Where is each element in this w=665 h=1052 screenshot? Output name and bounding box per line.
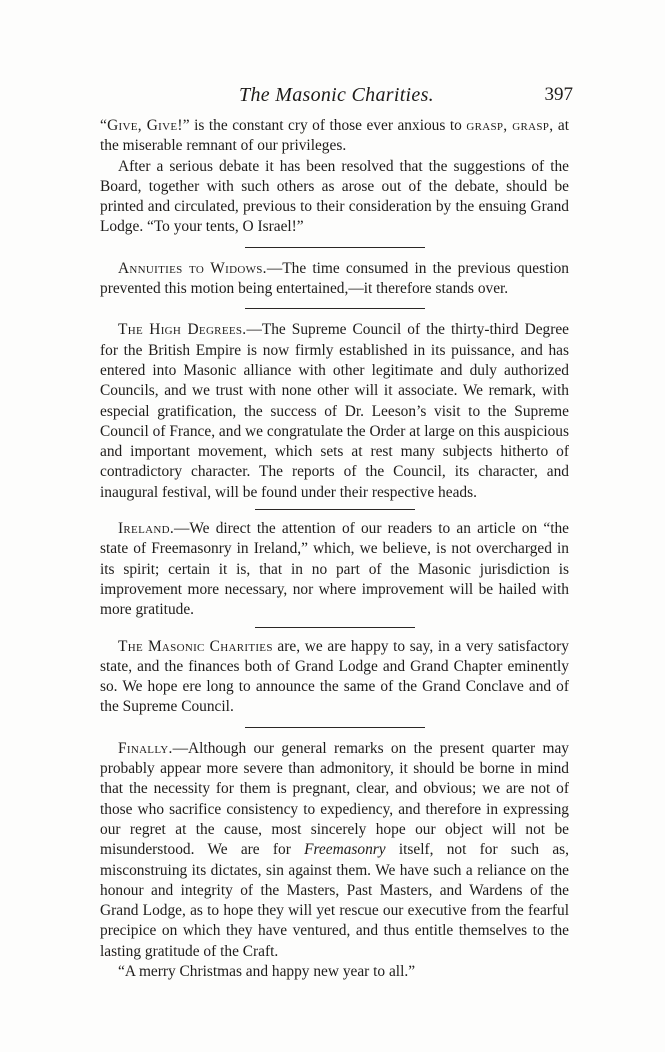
high-degrees-body: —The Supreme Council of the thirty-third Degree for the British Empire is now firmly established in its puissance, and has entered into Masonic alliance with other legitimate and duly authorized Councils, and we trust with none other will it associate. We remark, with especial gratification, the success of Dr. Leeson’s visit to the Supreme Council of France, and we congratulate the Order at large on this auspicious and important movement, which sets at rest many subjects hitherto of contradictory character. The reports of the Council, its character, and inaugural festival, will be found under their respective heads. (100, 321, 570, 501)
high-degrees-heading: The High Degrees. (118, 321, 247, 339)
charities-paragraph (100, 637, 569, 718)
intro-debate-paragraph: After a serious debate it has been resolved that the suggestions of the Board, together with such others as arose out of the debate, should be printed and circulated, previous to their consideration by the ensuing Grand Lodge. “To your tents, O Israel!” (100, 157, 569, 236)
intro-grasp: grasp, grasp, (466, 117, 554, 134)
section-divider (255, 509, 415, 510)
intro-paragraph (100, 116, 569, 157)
annuities-heading: Annuities to Widows. (118, 259, 267, 277)
finally-heading: Finally. (118, 739, 173, 757)
section-divider (245, 247, 425, 248)
finally-body-b: itself, not for such as, misconstruing its dictates, sin against them. We have such a reliance on the honour and integrity of the Masters, Past Masters, and Wardens of the Grand Lodge, as to hope they will yet rescue our executive from the fearful precipice on which they have ventured, and thus entitle themselves to the lasting gratitude of the Craft. (100, 841, 569, 960)
charities-heading: The Masonic Charities (118, 637, 273, 655)
page-header (100, 84, 573, 110)
intro-lead: “Give, Give! (100, 117, 183, 134)
ireland-heading: Ireland. (118, 520, 174, 538)
finally-freemasonry: Freemasonry (304, 841, 386, 859)
section-divider (245, 727, 425, 728)
intro-lead-rest: ” is the constant cry of those ever anxious to (182, 117, 467, 134)
running-title: The Masonic Charities. (239, 84, 434, 106)
page-content (100, 116, 569, 982)
finally-paragraph (100, 739, 569, 962)
finally-body-a: —Although our general remarks on the present quarter may probably appear more severe than admonitory, it should be borne in mind that the necessity for them is pregnant, clear, and obvious; we are not of those who sacrifice consistency to expediency, and therefore in expressing our regret at the cause, most sincerely hope our object will not be misunderstood. We are for (100, 739, 569, 859)
section-divider (245, 308, 425, 309)
section-divider (255, 627, 415, 628)
annuities-body: —The time consumed in the previous question prevented this motion being entertained,—it therefore stands over. (100, 259, 569, 298)
intro-tail: at the miserable remnant of our privileges. (100, 117, 569, 155)
ireland-body: —We direct the attention of our readers to an article on “the state of Freemasonry in Ireland,” which, we believe, is not overcharged in its spirit; certain it is, that in no part of the Masonic jurisdiction is improvement more necessary, nor where improvement will be hailed with more gratitude. (100, 520, 569, 619)
charities-body: are, we are happy to say, in a very satisfactory state, and the finances both of Grand Lodge and Grand Chapter eminently so. We hope ere long to announce the same of the Grand Conclave and of the Supreme Council. (100, 637, 569, 716)
page-number: 397 (544, 84, 573, 105)
ireland-paragraph (100, 519, 569, 620)
annuities-paragraph (100, 259, 569, 300)
high-degrees-paragraph (100, 320, 569, 503)
closing-line: “A merry Christmas and happy new year to all.” (118, 962, 416, 980)
